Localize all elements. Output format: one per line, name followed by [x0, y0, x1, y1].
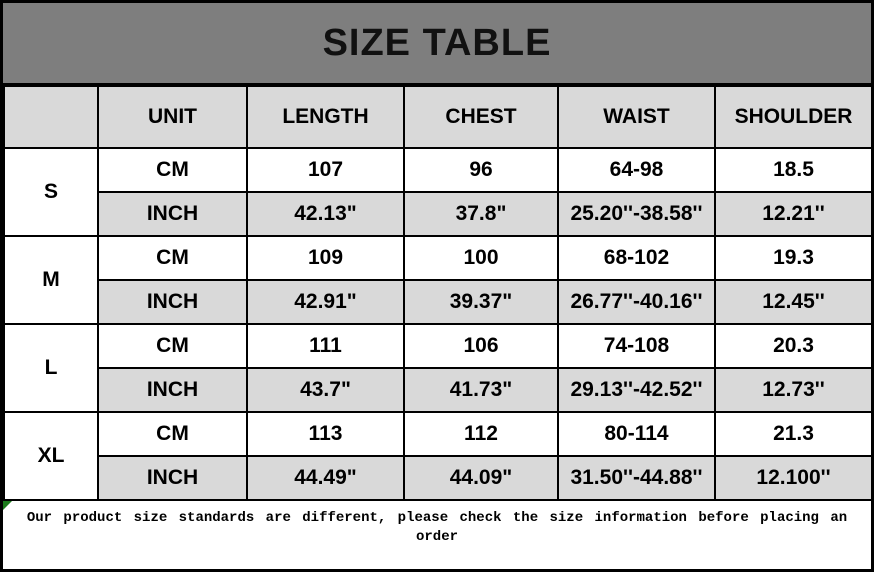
unit-cell: CM: [98, 412, 247, 456]
row-xl-cm: [4, 412, 872, 456]
column-header-waist: WAIST: [558, 86, 715, 148]
column-header-length: LENGTH: [247, 86, 404, 148]
size-label-l: L: [4, 324, 98, 412]
excel-corner-marker-icon: [3, 501, 12, 510]
row-s-inch: [4, 192, 872, 236]
value-cell: 44.09": [404, 456, 558, 500]
value-cell: 41.73": [404, 368, 558, 412]
value-cell: 43.7": [247, 368, 404, 412]
corner-diagonal-cell: [4, 86, 98, 148]
value-cell: 113: [247, 412, 404, 456]
page-title: SIZE TABLE: [322, 21, 552, 64]
value-cell: 111: [247, 324, 404, 368]
value-cell: 12.45'': [715, 280, 872, 324]
value-cell: 109: [247, 236, 404, 280]
value-cell: 100: [404, 236, 558, 280]
column-header-chest: CHEST: [404, 86, 558, 148]
footer-note: [3, 501, 871, 569]
column-header-unit: UNIT: [98, 86, 247, 148]
row-m-inch: [4, 280, 872, 324]
unit-cell: CM: [98, 324, 247, 368]
value-cell: 21.3: [715, 412, 872, 456]
size-label-xl: XL: [4, 412, 98, 500]
value-cell: 107: [247, 148, 404, 192]
footer-note-line2: order: [415, 529, 458, 545]
value-cell: 42.91": [247, 280, 404, 324]
value-cell: 64-98: [558, 148, 715, 192]
unit-cell: INCH: [98, 192, 247, 236]
value-cell: 39.37": [404, 280, 558, 324]
header-row: [4, 86, 872, 148]
row-l-inch: [4, 368, 872, 412]
value-cell: 96: [404, 148, 558, 192]
value-cell: 25.20''-38.58'': [558, 192, 715, 236]
value-cell: 31.50''-44.88'': [558, 456, 715, 500]
row-s-cm: [4, 148, 872, 192]
unit-cell: INCH: [98, 280, 247, 324]
value-cell: 74-108: [558, 324, 715, 368]
value-cell: 12.100'': [715, 456, 872, 500]
value-cell: 20.3: [715, 324, 872, 368]
column-header-shoulder: SHOULDER: [715, 86, 872, 148]
size-table: [3, 85, 873, 501]
size-label-m: M: [4, 236, 98, 324]
value-cell: 19.3: [715, 236, 872, 280]
footer-note-line1: Our product size standards are different, please check the size information before placing an: [26, 510, 848, 526]
value-cell: 12.21'': [715, 192, 872, 236]
value-cell: 18.5: [715, 148, 872, 192]
row-xl-inch: [4, 456, 872, 500]
title-banner: [3, 3, 871, 85]
unit-cell: CM: [98, 148, 247, 192]
value-cell: 112: [404, 412, 558, 456]
unit-cell: INCH: [98, 368, 247, 412]
value-cell: 106: [404, 324, 558, 368]
value-cell: 68-102: [558, 236, 715, 280]
size-label-s: S: [4, 148, 98, 236]
row-m-cm: [4, 236, 872, 280]
value-cell: 37.8": [404, 192, 558, 236]
value-cell: 29.13''-42.52'': [558, 368, 715, 412]
value-cell: 44.49": [247, 456, 404, 500]
unit-cell: CM: [98, 236, 247, 280]
value-cell: 26.77''-40.16'': [558, 280, 715, 324]
value-cell: 42.13": [247, 192, 404, 236]
unit-cell: INCH: [98, 456, 247, 500]
value-cell: 80-114: [558, 412, 715, 456]
row-l-cm: [4, 324, 872, 368]
value-cell: 12.73'': [715, 368, 872, 412]
